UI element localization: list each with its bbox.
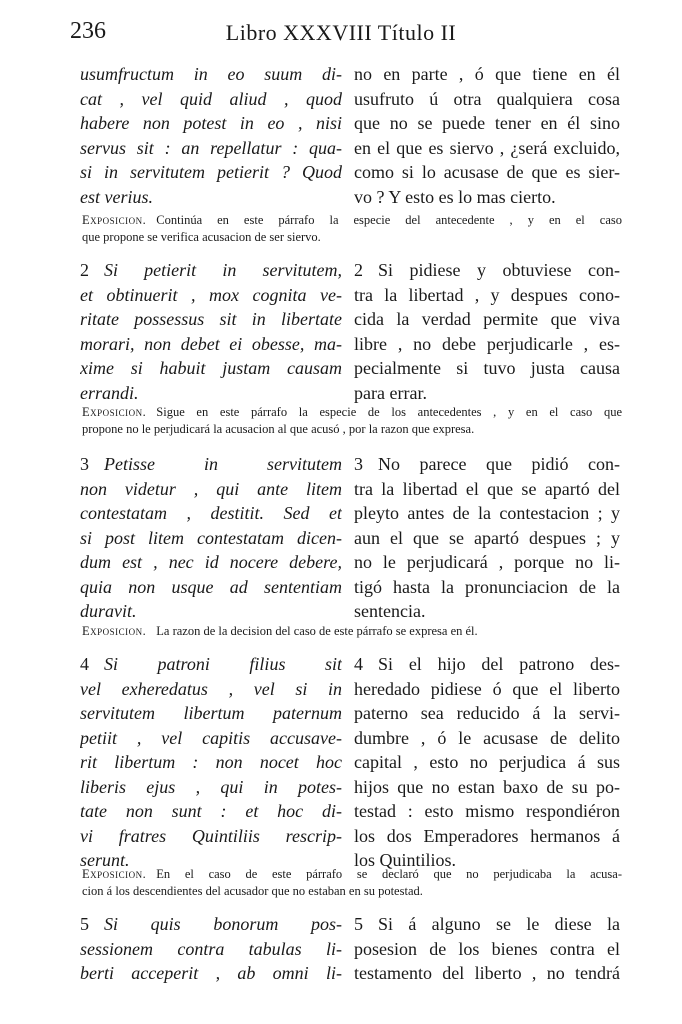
spanish-line: 3 No parece que pidió con- (354, 452, 620, 477)
paragraph-number: 3 (80, 454, 89, 474)
exposicion-label: Exposicion. (82, 405, 147, 419)
spanish-line: los Quintilios. (354, 850, 457, 870)
latin-line: tate non sunt : et hoc di- (80, 801, 342, 821)
spanish-line: testad : esto mismo respondiéron (354, 801, 620, 821)
spanish-line: los dos Emperadores hermanos á (354, 825, 620, 846)
exposicion-label: Exposicion. (82, 867, 147, 881)
spanish-line: testamento del liberto , no tendrá (354, 963, 620, 983)
spanish-line: que no se puede tener en él sino (354, 113, 620, 133)
spanish-line: tigó hasta la pronunciacion de la (354, 576, 620, 597)
exposicion-line: Exposicion. En el caso de este párrafo se declaró que no perjudicaba la acusa- (82, 867, 622, 881)
page-number: 236 (70, 18, 106, 44)
running-head: Libro XXXVIII Título II (225, 20, 457, 45)
paragraph-number: 2 (354, 260, 363, 280)
latin-line: sessionem contra tabulas li- (80, 938, 342, 959)
latin-line: est verius. (80, 186, 153, 207)
exposicion-line: Exposicion. La razon de la decision del caso de este párrafo se expresa en él. (82, 624, 478, 638)
latin-line: duravit. (80, 601, 137, 621)
exposicion-4 (82, 866, 622, 900)
spanish-line: cida la verdad permite que viva (354, 309, 620, 329)
spanish-line: pleyto antes de la contestacion ; y (354, 503, 620, 523)
latin-line: berti acceperit , ab omni li- (80, 963, 342, 983)
latin-line: 3 Petisse in servitutem (80, 452, 342, 477)
exposicion-line: propone no le perjudicará la acusacion al que acusó , por la razon que expresa. (82, 422, 475, 436)
spanish-line: capital , esto no perjudica á sus (354, 752, 620, 772)
latin-line: usumfructum in eo suum di- (80, 64, 342, 84)
latin-line: vi fratres Quintiliis rescrip- (80, 825, 342, 846)
spanish-line: aun el que se apartó despues ; y (354, 527, 620, 548)
latin-line: dum est , nec id nocere debere, (80, 552, 342, 572)
spanish-line: tra la libertad el que se apartó del (354, 478, 620, 499)
latin-line: quia non usque ad sententiam (80, 576, 342, 597)
paragraph-number: 4 (80, 654, 89, 674)
exposicion-3 (82, 623, 622, 640)
spanish-line: como si lo acusase de que es sier- (354, 162, 620, 182)
latin-line: vel exheredatus , vel si in (80, 678, 342, 699)
paragraph-number: 4 (354, 654, 363, 674)
latin-column (80, 912, 342, 986)
latin-line: et obtinuerit , mox cognita ve- (80, 284, 342, 305)
paragraph-number: 5 (80, 914, 89, 934)
latin-line: si post litem contestatam dicen- (80, 527, 342, 548)
exposicion-1 (82, 212, 622, 246)
spanish-column (354, 258, 620, 405)
exposicion-2 (82, 404, 622, 438)
exposicion-line: Exposicion. Sigue en este párrafo la especie de los antecedentes , y en el caso que (82, 405, 622, 419)
latin-line: 5 Si quis bonorum pos- (80, 912, 342, 937)
page-header (70, 18, 612, 54)
latin-line: servitutem libertum paternum (80, 703, 342, 723)
latin-line: serunt. (80, 850, 130, 870)
paragraph-number: 5 (354, 914, 363, 934)
spanish-line: no en parte , ó que tiene en él (354, 64, 620, 84)
exposicion-line: Exposicion. Continúa en este párrafo la especie del antecedente , y en el caso (82, 213, 622, 227)
spanish-line: para errar. (354, 382, 427, 403)
spanish-line: libre , no debe perjudicarle , es- (354, 333, 620, 354)
latin-line: cat , vel quid aliud , quod (80, 88, 342, 109)
exposicion-line: que propone se verifica acusacion de ser siervo. (82, 230, 321, 244)
latin-line: rit libertum : non nocet hoc (80, 752, 342, 772)
spanish-line: heredado pidiese ó que el liberto (354, 678, 620, 699)
spanish-line: sentencia. (354, 601, 426, 621)
latin-line: non videtur , qui ante litem (80, 478, 342, 499)
latin-line: liberis ejus , qui in potes- (80, 776, 342, 797)
spanish-line: vo ? Y esto es lo mas cierto. (354, 186, 556, 207)
spanish-column (354, 912, 620, 986)
latin-line: ritate possessus sit in libertate (80, 309, 342, 329)
spanish-line: 2 Si pidiese y obtuviese con- (354, 258, 620, 283)
spanish-line: 5 Si á alguno se le diese la (354, 912, 620, 937)
latin-line: si in servitutem petierit ? Quod (80, 162, 342, 182)
spanish-line: dumbre , ó le acusase de delito (354, 727, 620, 748)
exposicion-line: cion á los descendientes del acusador que no estaban en su potestad. (82, 884, 423, 898)
spanish-column (354, 452, 620, 624)
spanish-line: no le perjudicará , porque no li- (354, 552, 620, 572)
spanish-column (354, 62, 620, 209)
exposicion-label: Exposicion. (82, 213, 147, 227)
spanish-line: pecialmente si tuvo justa causa (354, 358, 620, 378)
latin-line: 2 Si petierit in servitutem, (80, 258, 342, 283)
paragraph-number: 3 (354, 454, 363, 474)
spanish-column (354, 652, 620, 873)
spanish-line: tra la libertad , y despues cono- (354, 284, 620, 305)
latin-column (80, 452, 342, 624)
paragraph-number: 2 (80, 260, 89, 280)
latin-line: servus sit : an repellatur : qua- (80, 137, 342, 158)
latin-line: habere non potest in eo , nisi (80, 113, 342, 133)
latin-column (80, 258, 342, 405)
latin-line: xime si habuit justam causam (80, 358, 342, 378)
exposicion-label: Exposicion. (82, 624, 147, 638)
latin-line: 4 Si patroni filius sit (80, 652, 342, 677)
latin-column (80, 62, 342, 209)
latin-line: contestatam , destitit. Sed et (80, 503, 342, 523)
spanish-line: paterno sea reducido á la servi- (354, 703, 620, 723)
latin-line: petiit , vel capitis accusave- (80, 727, 342, 748)
spanish-line: posesion de los bienes contra el (354, 938, 620, 959)
spanish-line: hijos que no estan baxo de su po- (354, 776, 620, 797)
latin-column (80, 652, 342, 873)
latin-line: morari, non debet ei obesse, ma- (80, 333, 342, 354)
latin-line: errandi. (80, 382, 139, 403)
spanish-line: usufruto ú otra qualquiera cosa (354, 88, 620, 109)
spanish-line: 4 Si el hijo del patrono des- (354, 652, 620, 677)
spanish-line: en el que es siervo , ¿será excluido, (354, 137, 620, 158)
